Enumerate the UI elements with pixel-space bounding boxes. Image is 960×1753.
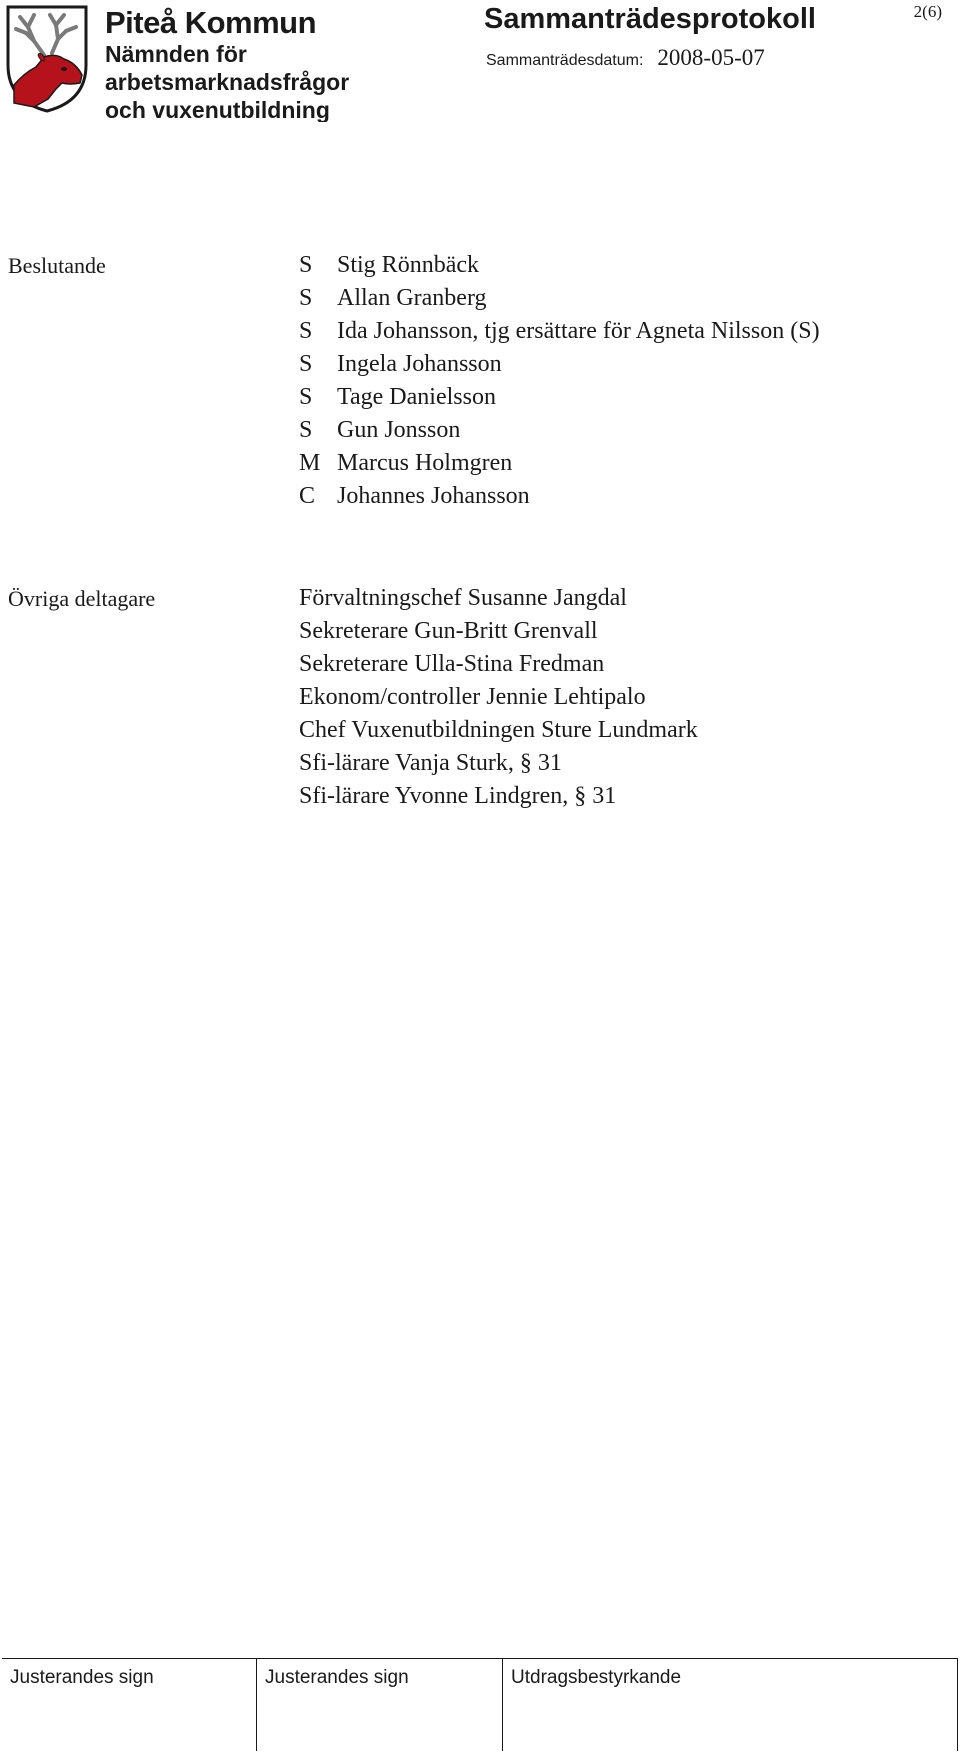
- list-item: [299, 381, 820, 414]
- list-item: [299, 282, 820, 315]
- document-title: Sammanträdesprotokoll: [484, 3, 816, 35]
- list-item: Sekreterare Ulla-Stina Fredman: [299, 651, 605, 677]
- party-code: S: [299, 252, 313, 278]
- meeting-date-value: 2008-05-07: [657, 45, 765, 70]
- meeting-date: [486, 45, 765, 71]
- party-code: S: [299, 417, 313, 443]
- list-item: [299, 348, 820, 381]
- list-item: [299, 315, 820, 348]
- party-code: S: [299, 318, 313, 344]
- decision-makers-list: [299, 249, 820, 513]
- party-code: S: [299, 351, 313, 377]
- member-name: Allan Granberg: [337, 285, 487, 311]
- page-number: 2(6): [913, 2, 942, 21]
- member-name: Ingela Johansson: [337, 351, 502, 377]
- extract-certification-cell[interactable]: Utdragsbestyrkande: [502, 1659, 958, 1751]
- board-name: [105, 40, 349, 122]
- other-participants-label: Övriga deltagare: [8, 586, 156, 611]
- organization-name: Piteå Kommun: [105, 5, 317, 40]
- board-name-line-1: Nämnden för: [105, 41, 247, 67]
- party-code: S: [299, 285, 313, 311]
- board-name-line-3: och vuxenutbildning: [105, 97, 330, 122]
- list-item: [299, 249, 820, 282]
- list-item: Sfi-lärare Yvonne Lindgren, § 31: [299, 783, 617, 809]
- signature-footer: [2, 1658, 958, 1751]
- member-name: Marcus Holmgren: [337, 450, 513, 476]
- adjuster-signature-cell-2[interactable]: Justerandes sign: [256, 1659, 502, 1751]
- list-item: Chef Vuxenutbildningen Sture Lundmark: [299, 717, 698, 743]
- list-item: Ekonom/controller Jennie Lehtipalo: [299, 684, 646, 710]
- party-code: M: [299, 450, 321, 476]
- other-participants-list: [299, 582, 698, 813]
- list-item: Förvaltningschef Susanne Jangdal: [299, 585, 627, 611]
- party-code: S: [299, 384, 313, 410]
- party-code: C: [299, 483, 316, 509]
- member-name: Ida Johansson, tjg ersättare för Agneta Nilsson (S): [337, 318, 820, 344]
- member-name: Stig Rönnbäck: [337, 252, 479, 278]
- board-name-line-2: arbetsmarknadsfrågor: [105, 69, 350, 95]
- meeting-date-label: Sammanträdesdatum:: [486, 52, 644, 69]
- list-item: Sekreterare Gun-Britt Grenvall: [299, 618, 598, 644]
- list-item: Sfi-lärare Vanja Sturk, § 31: [299, 750, 562, 776]
- member-name: Tage Danielsson: [337, 384, 496, 410]
- decision-makers-label: Beslutande: [8, 253, 106, 278]
- member-name: Gun Jonsson: [337, 417, 461, 443]
- list-item: [299, 414, 820, 447]
- organization-header: [105, 6, 349, 122]
- list-item: [299, 480, 820, 513]
- member-name: Johannes Johansson: [337, 483, 530, 509]
- municipal-crest-logo: [4, 3, 90, 113]
- list-item: [299, 447, 820, 480]
- adjuster-signature-cell-1[interactable]: Justerandes sign: [10, 1667, 154, 1688]
